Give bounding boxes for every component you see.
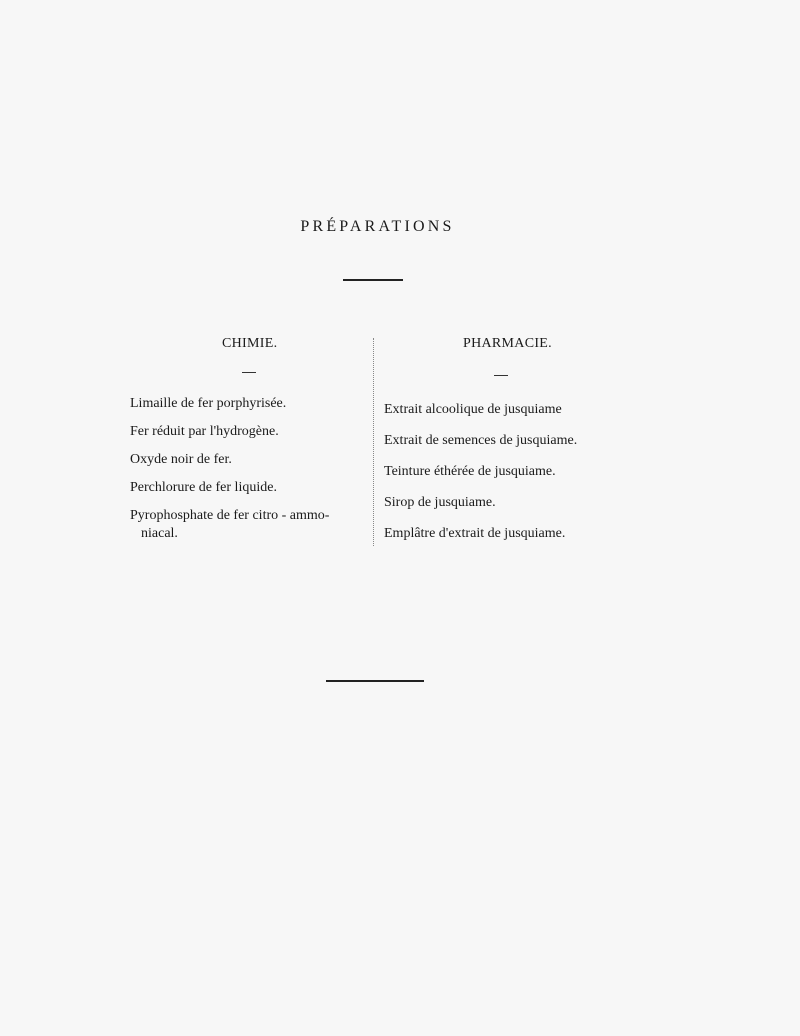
list-item-text: Pyrophosphate de fer citro - ammo- <box>130 508 330 523</box>
list-item: Extrait alcoolique de jusquiame <box>384 402 562 417</box>
closing-rule <box>326 680 424 682</box>
pharmacie-heading-dash <box>494 375 508 376</box>
chimie-heading-dash <box>242 372 256 373</box>
pharmacie-heading: PHARMACIE. <box>463 336 552 351</box>
list-item: Emplâtre d'extrait de jusquiame. <box>384 526 566 541</box>
list-item: Sirop de jusquiame. <box>384 495 496 510</box>
list-item: Teinture éthérée de jusquiame. <box>384 464 556 479</box>
list-item: Fer réduit par l'hydrogène. <box>130 424 279 439</box>
list-item <box>130 507 370 543</box>
list-item: Limaille de fer porphyrisée. <box>130 396 287 411</box>
title-underline-rule <box>343 279 403 281</box>
list-item: Oxyde noir de fer. <box>130 452 232 467</box>
list-item: Perchlorure de fer liquide. <box>130 480 277 495</box>
list-item: Extrait de semences de jusquiame. <box>384 433 578 448</box>
pharmacie-list <box>384 401 644 556</box>
chimie-list <box>130 395 370 553</box>
list-item-continuation: niacal. <box>141 526 178 541</box>
chimie-heading: CHIMIE. <box>222 336 278 351</box>
column-divider <box>373 338 374 546</box>
page-title: PRÉPARATIONS <box>300 218 455 235</box>
